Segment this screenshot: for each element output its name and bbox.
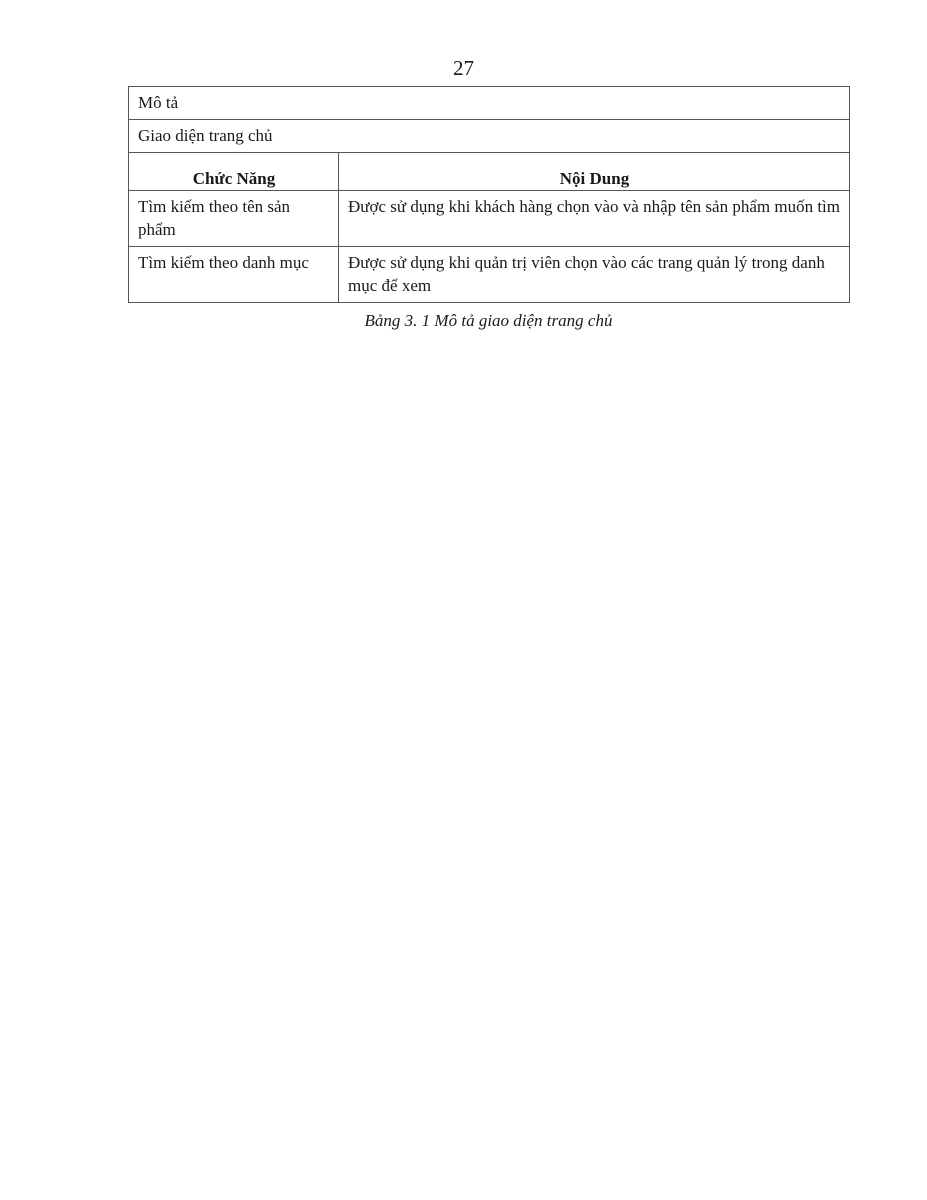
- header-function: Chức Năng: [129, 153, 339, 191]
- cell-function: Tìm kiếm theo tên sản phẩm: [129, 191, 339, 247]
- cell-function: Tìm kiếm theo danh mục: [129, 247, 339, 303]
- page-number: 27: [453, 56, 474, 80]
- table-row: [129, 191, 850, 247]
- description-table: [128, 86, 850, 303]
- table-row: [129, 247, 850, 303]
- table-label-row: [129, 87, 850, 120]
- table-caption: Bảng 3. 1 Mô tả giao diện trang chủ: [364, 311, 613, 330]
- table-label-cell: Mô tả: [129, 87, 850, 120]
- table-header-row: [129, 153, 850, 191]
- cell-content: Được sử dụng khi quản trị viên chọn vào các trang quản lý trong danh mục để xem: [339, 247, 850, 303]
- table-title-row: [129, 120, 850, 153]
- table-title-cell: Giao diện trang chủ: [129, 120, 850, 153]
- cell-content: Được sử dụng khi khách hàng chọn vào và nhập tên sản phẩm muốn tìm: [339, 191, 850, 247]
- header-content: Nội Dung: [339, 153, 850, 191]
